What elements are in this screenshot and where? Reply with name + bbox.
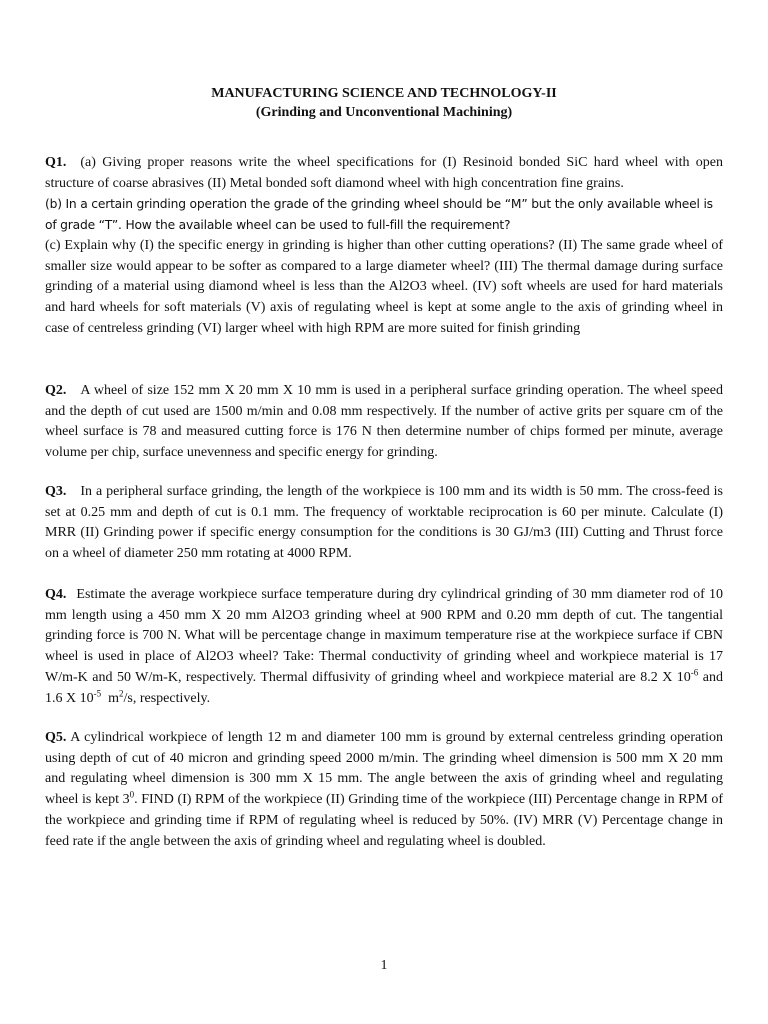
question-1-part-b-line-2: of grade “T”. How the available wheel can be used to full-fill the requirement? [45, 218, 511, 233]
question-4-exponent-1: -6 [690, 667, 699, 678]
question-4-unit-exponent: 2 [119, 687, 124, 698]
page-subtitle: (Grinding and Unconventional Machining) [255, 105, 513, 120]
question-1-part-b-line-1: (b) In a certain grinding operation the grade of the grinding wheel should be “M” but the only available wheel is [45, 197, 713, 212]
question-5-label: Q5. [45, 730, 67, 745]
question-5-degree: 0 [129, 789, 135, 800]
question-3 [45, 482, 723, 565]
page-title: MANUFACTURING SCIENCE AND TECHNOLOGY-II [211, 86, 557, 101]
question-3-label: Q3. [45, 484, 67, 499]
question-1-part-c: (c) Explain why (I) the specific energy in grinding is higher than other cutting operations? (II) The same grade wheel of smaller size would appear to be softer as compared to a large diameter wheel? (III) The thermal damage during surface grinding of a material using diamond wheel is less than the Al2O3 wheel. (IV) soft wheels are used for hard materials and hard wheels for soft materials (V) axis of regulating wheel is kept at some angle to the axis of grinding wheel in case of centreless grinding (VI) larger wheel with high RPM are more suited for finish grinding [45, 237, 723, 336]
question-4-mid: and 1.6 X 10 [45, 669, 723, 706]
question-4-text: Estimate the average workpiece surface temperature during dry cylindrical grinding of 30 mm diameter rod of 10 mm length using a 450 mm X 20 mm Al2O3 grinding wheel at 900 RPM and 0.20 mm depth of cut. The tangential grinding force is 700 N. What will be percentage change in maximum temperature rise at the workpiece surface if CBN wheel is used in place of Al2O3 wheel? Take: Thermal conductivity of grinding wheel and workpiece material is 17 W/m-K and 50 W/m-K, respectively. Thermal diffusivity of grinding wheel and workpiece material are 8.2 X 10 [45, 587, 723, 685]
question-4 [45, 585, 723, 709]
question-5 [45, 728, 723, 852]
question-4-label: Q4. [45, 587, 67, 602]
question-1-part-a [45, 153, 723, 194]
question-3-text: In a peripheral surface grinding, the length of the workpiece is 100 mm and its width is 50 mm. The cross-feed is set at 0.25 mm and depth of cut is 0.1 mm. The frequency of worktable reciprocation is 60 per minute. Calculate (I) MRR (II) Grinding power if specific energy consumption for the conditions is 30 GJ/m3 (III) Cutting and Thrust force on a wheel of diameter 250 mm rotating at 4000 RPM. [45, 484, 723, 562]
question-5-text: A cylindrical workpiece of length 12 m and diameter 100 mm is ground by external centreless grinding operation using depth of cut of 40 micron and grinding speed 2000 m/min. The grinding wheel dimension is 500 mm X 20 mm and regulating wheel dimension is 300 mm X 15 mm. The angle between the axis of grinding wheel and regulating wheel is kept 3 [45, 730, 723, 808]
question-1-part-a-text: (a) Giving proper reasons write the wheel specifications for (I) Resinoid bonded SiC hard wheel with open structure of coarse abrasives (II) Metal bonded soft diamond wheel with high concentration fine grains. [45, 155, 723, 191]
question-2 [45, 381, 723, 464]
title-block [0, 84, 768, 122]
question-2-text: A wheel of size 152 mm X 20 mm X 10 mm is used in a peripheral surface grinding operation. The wheel speed and the depth of cut used are 1500 m/min and 0.08 mm respectively. If the number of active grits per square cm of the wheel surface is 78 and measured cutting force is 176 N then determine number of chips formed per minute, average volume per chip, surface unevenness and specific energy for grinding. [45, 383, 723, 461]
question-4-exponent-2: -5 [93, 687, 102, 698]
question-1-label: Q1. [45, 155, 67, 170]
question-4-unit: m [101, 690, 120, 706]
page-number: 1 [380, 958, 388, 973]
question-5-tail: . FIND (I) RPM of the workpiece (II) Grinding time of the workpiece (III) Percentage change in RPM of the workpiece and grinding time if RPM of regulating wheel is reduced by 50%. (IV) MRR (V) Percentage change in feed rate if the angle between the axis of grinding wheel and regulating wheel is doubled. [45, 792, 724, 849]
question-1 [45, 153, 723, 339]
question-4-tail: /s, respectively. [123, 690, 211, 706]
question-2-label: Q2. [45, 383, 67, 398]
